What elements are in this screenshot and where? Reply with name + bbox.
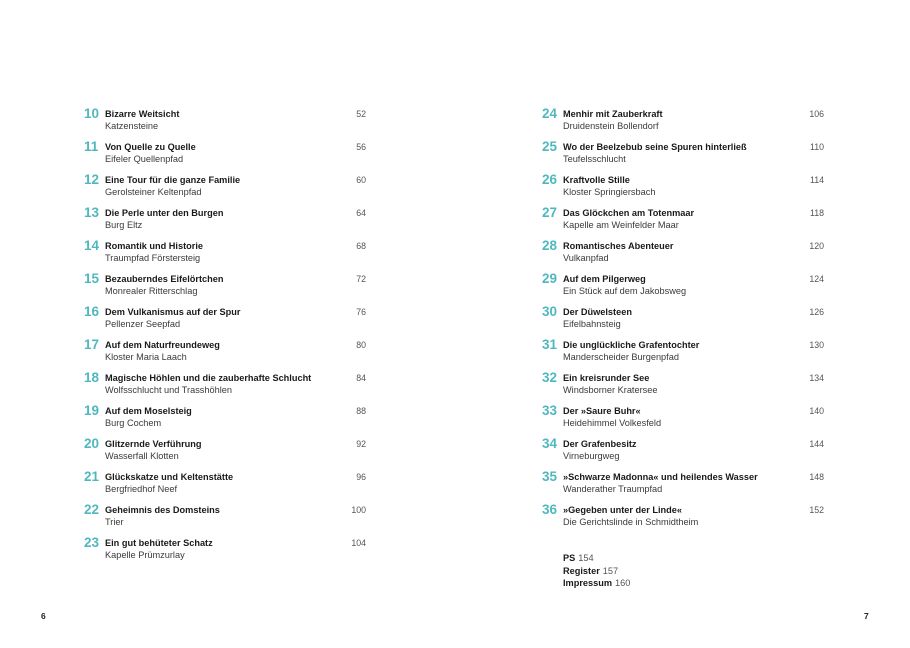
toc-entry[interactable] [84, 502, 366, 535]
toc-entry[interactable] [84, 172, 366, 205]
chapter-page: 114 [809, 175, 824, 185]
toc-entry[interactable] [542, 403, 824, 436]
chapter-title: Der Grafenbesitz [563, 439, 637, 449]
chapter-number: 28 [542, 238, 558, 253]
chapter-title: Geheimnis des Domsteins [105, 505, 220, 515]
toc-extra-ps[interactable] [563, 552, 630, 565]
chapter-title: Auf dem Moselsteig [105, 406, 192, 416]
chapter-subtitle: Virneburgweg [563, 451, 620, 461]
chapter-title: Die unglückliche Grafentochter [563, 340, 700, 350]
chapter-title: Auf dem Pilgerweg [563, 274, 646, 284]
chapter-page: 88 [356, 406, 366, 416]
chapter-page: 104 [351, 538, 366, 548]
chapter-number: 17 [84, 337, 100, 352]
toc-entry[interactable] [84, 238, 366, 271]
chapter-page: 124 [809, 274, 824, 284]
toc-entry[interactable] [542, 337, 824, 370]
chapter-number: 36 [542, 502, 558, 517]
chapter-title: Magische Höhlen und die zauberhafte Schlucht [105, 373, 312, 383]
extra-label: Register [563, 565, 600, 576]
extra-page: 154 [578, 553, 594, 563]
chapter-page: 120 [809, 241, 824, 251]
toc-entry[interactable] [542, 172, 824, 205]
chapter-number: 35 [542, 469, 558, 484]
toc-entry[interactable] [542, 370, 824, 403]
toc-extra-register[interactable] [563, 565, 630, 578]
chapter-page: 92 [356, 439, 366, 449]
chapter-page: 140 [809, 406, 824, 416]
chapter-title: Bezauberndes Eifelörtchen [105, 274, 224, 284]
chapter-subtitle: Druidenstein Bollendorf [563, 121, 659, 131]
chapter-page: 56 [356, 142, 366, 152]
toc-entry[interactable] [84, 205, 366, 238]
toc-entry[interactable] [84, 271, 366, 304]
chapter-title: »Schwarze Madonna« und heilendes Wasser [563, 472, 758, 482]
chapter-title: Wo der Beelzebub seine Spuren hinterließ [563, 142, 747, 152]
chapter-title: Von Quelle zu Quelle [105, 142, 196, 152]
chapter-page: 152 [809, 505, 824, 515]
chapter-title: Glitzernde Verführung [105, 439, 202, 449]
chapter-subtitle: Traumpfad Förstersteig [105, 253, 201, 263]
toc-entry[interactable] [84, 535, 366, 568]
chapter-number: 25 [542, 139, 558, 154]
chapter-subtitle: Trier [105, 517, 124, 527]
chapter-number: 22 [84, 502, 100, 517]
toc-left-column [84, 106, 366, 568]
chapter-subtitle: Monrealer Ritterschlag [105, 286, 198, 296]
chapter-subtitle: Teufelsschlucht [563, 154, 626, 164]
chapter-number: 23 [84, 535, 100, 550]
chapter-subtitle: Kapelle Prümzurlay [105, 550, 185, 560]
chapter-page: 96 [356, 472, 366, 482]
toc-entry[interactable] [84, 139, 366, 172]
chapter-subtitle: Bergfriedhof Neef [105, 484, 178, 494]
chapter-number: 14 [84, 238, 100, 253]
extra-page: 157 [602, 565, 619, 576]
chapter-number: 24 [542, 106, 558, 121]
toc-entry[interactable] [542, 271, 824, 304]
chapter-number: 19 [84, 403, 100, 418]
chapter-number: 10 [84, 106, 100, 121]
chapter-page: 144 [809, 439, 824, 449]
chapter-page: 110 [809, 142, 824, 152]
chapter-title: Der »Saure Buhr« [563, 406, 641, 416]
toc-entry[interactable] [542, 469, 824, 502]
page-number-right: 7 [864, 611, 869, 621]
chapter-subtitle: Vulkanpfad [563, 253, 609, 263]
chapter-subtitle: Eifelbahnsteig [563, 319, 621, 329]
toc-entry[interactable] [84, 337, 366, 370]
toc-entry[interactable] [542, 139, 824, 172]
chapter-title: Dem Vulkanismus auf der Spur [105, 307, 241, 317]
toc-entry[interactable] [84, 403, 366, 436]
chapter-subtitle: Pellenzer Seepfad [105, 319, 181, 329]
chapter-number: 15 [84, 271, 100, 286]
chapter-title: Glückskatze und Keltenstätte [105, 472, 234, 482]
extra-label: PS [563, 553, 576, 563]
chapter-number: 31 [542, 337, 558, 352]
toc-entry[interactable] [542, 502, 824, 535]
chapter-page: 130 [809, 340, 824, 350]
chapter-title: Kraftvolle Stille [563, 175, 630, 185]
chapter-subtitle: Burg Cochem [105, 418, 162, 428]
toc-extra-impressum[interactable] [563, 577, 630, 590]
chapter-title: Auf dem Naturfreundeweg [105, 340, 220, 350]
chapter-title: Romantisches Abenteuer [563, 241, 674, 251]
chapter-title: Ein kreisrunder See [563, 373, 650, 383]
chapter-page: 64 [356, 208, 366, 218]
chapter-page: 80 [356, 340, 366, 350]
chapter-title: Ein gut behüteter Schatz [105, 538, 213, 548]
toc-entry[interactable] [542, 304, 824, 337]
chapter-title: »Gegeben unter der Linde« [563, 505, 682, 515]
chapter-title: Romantik und Historie [105, 241, 204, 251]
page-number-left: 6 [41, 611, 46, 621]
chapter-page: 72 [356, 274, 366, 284]
chapter-title: Das Glöckchen am Totenmaar [563, 208, 695, 218]
chapter-subtitle: Windsborner Kratersee [563, 385, 658, 395]
chapter-page: 68 [356, 241, 366, 251]
chapter-subtitle: Heidehimmel Volkesfeld [563, 418, 662, 428]
chapter-page: 84 [356, 373, 366, 383]
chapter-number: 18 [84, 370, 100, 385]
chapter-page: 100 [351, 505, 366, 515]
chapter-page: 126 [809, 307, 824, 317]
chapter-page: 148 [809, 472, 824, 482]
chapter-subtitle: Ein Stück auf dem Jakobsweg [563, 286, 687, 296]
toc-entry[interactable] [84, 469, 366, 502]
chapter-page: 118 [809, 208, 824, 218]
chapter-number: 13 [84, 205, 100, 220]
chapter-number: 29 [542, 271, 558, 286]
chapter-page: 106 [809, 109, 824, 119]
chapter-subtitle: Wanderather Traumpfad [563, 484, 663, 494]
chapter-subtitle: Burg Eltz [105, 220, 143, 230]
chapter-subtitle: Eifeler Quellenpfad [105, 154, 184, 164]
extra-label: Impressum [563, 578, 613, 588]
toc-right-column [542, 106, 824, 535]
chapter-subtitle: Kapelle am Weinfelder Maar [563, 220, 679, 230]
toc-entry[interactable] [542, 436, 824, 469]
chapter-number: 21 [84, 469, 100, 484]
toc-entry[interactable] [84, 370, 366, 403]
toc-entry[interactable] [542, 238, 824, 271]
chapter-subtitle: Wolfsschlucht und Trasshöhlen [105, 385, 232, 395]
chapter-title: Die Perle unter den Burgen [105, 208, 224, 218]
chapter-number: 11 [84, 139, 99, 154]
chapter-page: 76 [356, 307, 366, 317]
chapter-title: Menhir mit Zauberkraft [563, 109, 663, 119]
chapter-number: 34 [542, 436, 558, 451]
chapter-subtitle: Manderscheider Burgenpfad [563, 352, 679, 362]
chapter-title: Bizarre Weitsicht [105, 109, 180, 119]
chapter-number: 33 [542, 403, 558, 418]
toc-entry[interactable] [84, 304, 366, 337]
chapter-title: Der Düwelsteen [563, 307, 632, 317]
chapter-title: Eine Tour für die ganze Familie [105, 175, 241, 185]
chapter-number: 30 [542, 304, 558, 319]
toc-entry[interactable] [542, 106, 824, 139]
extra-page: 160 [615, 578, 631, 588]
chapter-number: 32 [542, 370, 558, 385]
chapter-subtitle: Kloster Springiersbach [563, 187, 656, 197]
toc-entry[interactable] [542, 205, 824, 238]
chapter-number: 26 [542, 172, 558, 187]
chapter-page: 52 [356, 109, 366, 119]
chapter-subtitle: Die Gerichtslinde in Schmidtheim [563, 517, 699, 527]
chapter-subtitle: Wasserfall Klotten [105, 451, 179, 461]
chapter-page: 134 [809, 373, 824, 383]
toc-entry[interactable] [84, 106, 366, 139]
chapter-number: 27 [542, 205, 558, 220]
chapter-number: 16 [84, 304, 100, 319]
chapter-subtitle: Gerolsteiner Keltenpfad [105, 187, 202, 197]
chapter-page: 60 [356, 175, 366, 185]
chapter-subtitle: Kloster Maria Laach [105, 352, 187, 362]
toc-entry[interactable] [84, 436, 366, 469]
chapter-number: 20 [84, 436, 100, 451]
toc-extras [563, 552, 630, 590]
chapter-number: 12 [84, 172, 100, 187]
chapter-subtitle: Katzensteine [105, 121, 159, 131]
